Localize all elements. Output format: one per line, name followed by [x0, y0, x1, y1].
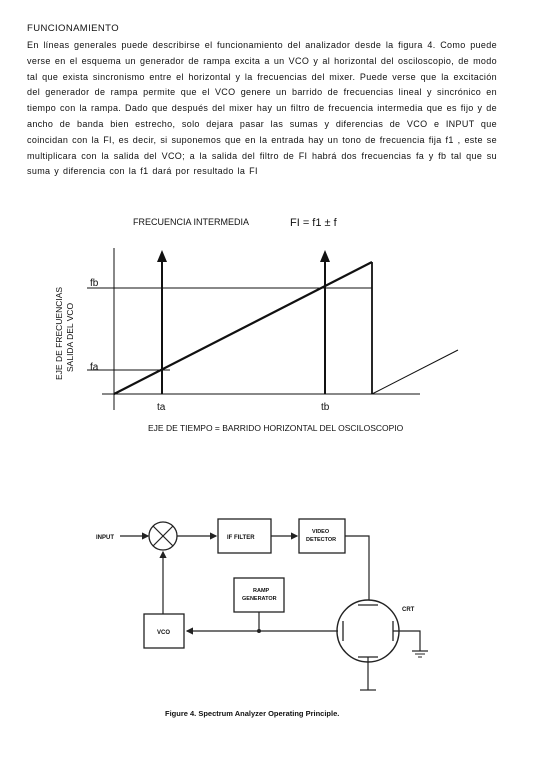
section-heading: FUNCIONAMIENTO [27, 23, 119, 34]
if-filter-label: IF FILTER [227, 535, 255, 541]
video-detector-label-line1: VIDEO [312, 529, 330, 535]
ta-label: ta [157, 402, 166, 413]
crt-label: CRT [402, 607, 415, 613]
x-axis-label: EJE DE TIEMPO = BARRIDO HORIZONTAL DEL OSCILOSCOPIO [148, 423, 404, 433]
tb-label: tb [321, 402, 330, 413]
body-paragraph: En líneas generales puede describirse el funcionamiento del analizador desde la figura 4. Como puede verse en el esquema un generador de rampa excita a un VCO y al horizontal del osciloscopio, de modo tal que exista sincronismo entre el horizontal y la frecuencias del mixer. Puede verse que la excitación del generador de rampa permite que el VCO genere un barrido de frecuencias lineal y sincrónico en tiempo con la rampa. Dado que después del mixer hay un filtro de frecuencia intermedia que es fijo y de ancho de banda bien estrecho, solo dejara pasar las sumas y diferencias de VCO e INPUT que coincidan con la FI, es decir, si suponemos que en la entrada hay un tono de frecuencia fija f1 , este se multiplicara con la salida del VCO; a la salida del filtro de FI habrá dos frecuencias fa y fb tal que su suma y diferencia con la f1 dará por resultado la FI [27, 40, 497, 177]
detector-to-crt-line [345, 536, 369, 600]
graph-title: FRECUENCIA INTERMEDIA [133, 217, 250, 227]
vco-label: VCO [157, 630, 171, 636]
crt-icon [337, 600, 428, 690]
ramp-generator-label-line1: RAMP [253, 588, 270, 594]
fb-label: fb [90, 278, 99, 289]
ramp-generator-label-line2: GENERATOR [242, 596, 277, 602]
graph-formula: FI = f1 ± f [290, 217, 337, 229]
ramp-generator-block [234, 578, 284, 612]
figure-caption: Figure 4. Spectrum Analyzer Operating Principle. [165, 709, 340, 718]
video-detector-block [299, 519, 345, 553]
y-axis-label-line2: SALIDA DEL VCO [65, 302, 75, 372]
y-axis-label-line1: EJE DE FRECUENCIAS [54, 286, 64, 380]
video-detector-label-line2: DETECTOR [306, 537, 337, 543]
fa-label: fa [90, 362, 99, 373]
mixer-icon [149, 522, 177, 550]
input-label: INPUT [96, 535, 114, 541]
